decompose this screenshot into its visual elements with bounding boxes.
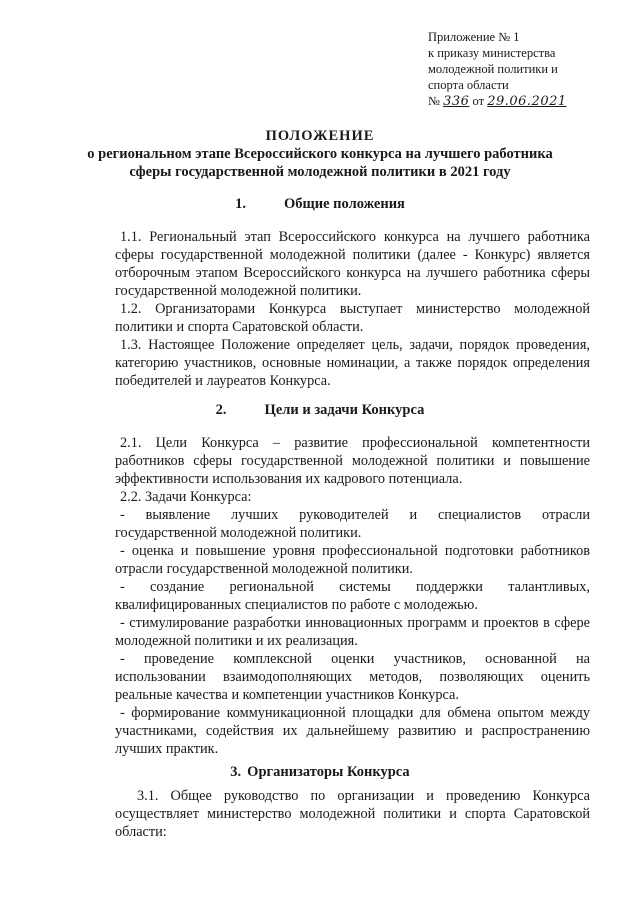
appendix-line-3: молодежной политики и (428, 62, 558, 76)
paragraph-1-2: 1.2. Организаторами Конкурса выступает министерство молодежной политики и спорта Саратовской области. (115, 301, 590, 335)
title-line-3: сферы государственной молодежной политики в 2021 году (129, 164, 511, 180)
paragraph-1-1: 1.1. Региональный этап Всероссийского конкурса на лучшего работника сферы государственной молодежной политики (далее - Конкурс) является отборочным этапом Всероссийского конкурса на лучшего работника сферы государственной молодежной политики. (115, 229, 590, 299)
section-1-number: 1. (235, 196, 246, 212)
appendix-line-1: Приложение № 1 (428, 30, 520, 44)
section-3-number: 3. (230, 764, 242, 780)
appendix-line-2: к приказу министерства (428, 46, 556, 60)
section-2-number: 2. (215, 402, 227, 418)
paragraph-3-1: 3.1. Общее руководство по организации и проведению Конкурса осуществляет министерство молодежной политики и спорта Саратовской области: (115, 788, 590, 840)
order-number: 336 (443, 94, 470, 109)
task-item-4: - стимулирование разработки инновационных программ и проектов в сфере молодежной политики и их реализация. (115, 615, 590, 649)
task-item-1: - выявление лучших руководителей и специалистов отрасли государственной молодежной политики. (115, 507, 590, 541)
section-2-body (115, 434, 590, 758)
paragraph-2-1: 2.1. Цели Конкурса – развитие профессиональной компетентности работников сферы государственной молодежной политики и повышение эффективности использования их кадрового потенциала. (115, 435, 590, 487)
date-prefix: от (472, 94, 485, 108)
section-1-title: Общие положения (283, 196, 405, 212)
section-2-heading (60, 402, 580, 419)
section-3-title: Организаторы Конкурса (247, 764, 410, 780)
order-date: 29.06.2021 (487, 94, 567, 109)
paragraph-2-2: 2.2. Задачи Конкурса: (120, 489, 252, 505)
section-1-heading (60, 196, 580, 213)
title-line-2: о региональном этапе Всероссийского конкурса на лучшего работника (87, 146, 553, 162)
task-item-6: - формирование коммуникационной площадки для обмена опытом между участниками, содействия их дальнейшему развитию и распространению лучших практик. (115, 705, 590, 757)
document-title (60, 127, 580, 181)
task-item-3: - создание региональной системы поддержки талантливых, квалифицированных специалистов по работе с молодежью. (115, 579, 590, 613)
section-1-body (115, 228, 590, 390)
section-3-body (115, 787, 590, 841)
title-main: ПОЛОЖЕНИЕ (265, 128, 375, 144)
number-prefix: № (428, 94, 440, 108)
paragraph-1-3: 1.3. Настоящее Положение определяет цель, задачи, порядок проведения, категорию участников, основные номинации, а также порядок определения победителей и лауреатов Конкурса. (115, 337, 590, 389)
section-3-heading (60, 764, 580, 781)
appendix-line-4: спорта области (428, 78, 509, 92)
appendix-header (428, 29, 608, 110)
task-item-5: - проведение комплексной оценки участников, основанной на использовании взаимодополняющих методов, позволяющих оценить реальные качества и компетенции участников Конкурса. (115, 651, 590, 703)
section-2-title: Цели и задачи Конкурса (264, 402, 425, 418)
task-item-2: - оценка и повышение уровня профессиональной подготовки работников отрасли государственной молодежной политики. (115, 543, 590, 577)
appendix-number-line (428, 93, 608, 110)
